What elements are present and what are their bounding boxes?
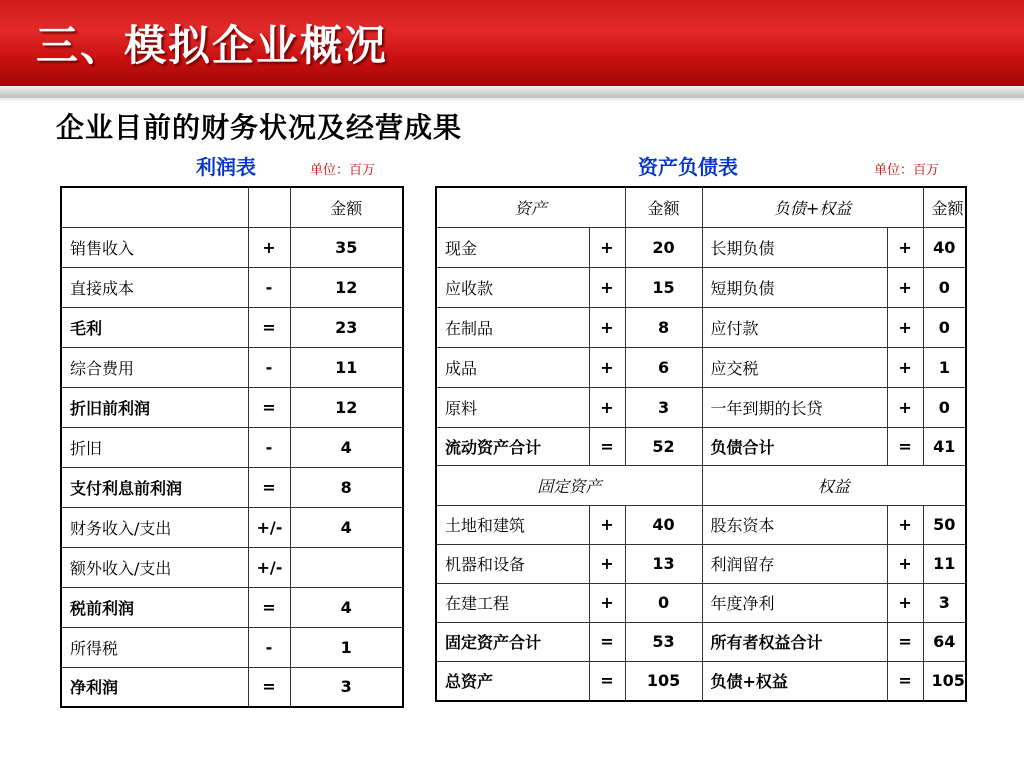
income-row [61,627,403,667]
fixed-assets-total-label: 固定资产合计 [436,622,589,661]
income-row-value: 8 [290,467,403,507]
income-row-label: 折旧 [61,427,248,467]
income-header-label [61,187,248,227]
liability-label: 年度净利 [702,583,887,622]
income-row-label: 销售收入 [61,227,248,267]
liabilities-total-value: 41 [923,427,966,465]
income-row-label: 净利润 [61,667,248,707]
income-row-value: 4 [290,427,403,467]
income-statement-table [60,186,404,708]
income-row-op: - [248,627,290,667]
liability-op: + [887,227,923,267]
income-row-value: 1 [290,627,403,667]
asset-op: + [589,505,625,544]
liabilities-equity-total-label: 负债+权益 [702,661,887,701]
liabilities-equity-total-value: 105 [923,661,966,701]
income-row [61,587,403,627]
balance-unit-label: 单位：百万 [874,163,940,178]
asset-value: 13 [625,544,702,583]
liability-value: 0 [923,387,966,427]
equity-total-label: 所有者权益合计 [702,622,887,661]
income-row-op: = [248,307,290,347]
income-row-op: + [248,227,290,267]
income-header-op [248,187,290,227]
balance-header-row [436,187,966,227]
income-row-label: 财务收入/支出 [61,507,248,547]
income-row [61,667,403,707]
fixed-assets-total-value: 53 [625,622,702,661]
balance-row [436,227,966,267]
liability-value: 0 [923,267,966,307]
asset-op: + [589,267,625,307]
income-row-op: = [248,387,290,427]
liability-value: 11 [923,544,966,583]
income-row-op: - [248,347,290,387]
current-assets-total-value: 52 [625,427,702,465]
liability-value: 1 [923,347,966,387]
asset-value: 15 [625,267,702,307]
liability-value: 50 [923,505,966,544]
balance-current-total-row [436,427,966,465]
balance-header-amount: 金额 [625,187,702,227]
income-row-label: 所得税 [61,627,248,667]
income-row-value: 3 [290,667,403,707]
equity-total-value: 64 [923,622,966,661]
liability-op: + [887,387,923,427]
income-row [61,227,403,267]
total-assets-value: 105 [625,661,702,701]
asset-label: 应收款 [436,267,589,307]
income-row [61,467,403,507]
balance-row [436,307,966,347]
income-row-label: 额外收入/支出 [61,547,248,587]
liabilities-total-op: = [887,427,923,465]
income-row-op: = [248,467,290,507]
balance-grand-total-row [436,661,966,701]
income-header-amount: 金额 [290,187,403,227]
liability-value: 3 [923,583,966,622]
income-row-value: 11 [290,347,403,387]
banner-divider-shadow [0,98,1024,102]
income-row-op: - [248,267,290,307]
income-row-op: +/- [248,507,290,547]
slide-subtitle: 企业目前的财务状况及经营成果 [56,111,463,144]
current-assets-total-op: = [589,427,625,465]
income-row-value [290,547,403,587]
asset-label: 现金 [436,227,589,267]
income-row-value: 12 [290,267,403,307]
income-row-label: 折旧前利润 [61,387,248,427]
balance-fixed-rows [436,505,966,622]
balance-fixed-total-row [436,622,966,661]
liability-op: + [887,307,923,347]
income-header-row [61,187,403,227]
asset-label: 在制品 [436,307,589,347]
liability-op: + [887,347,923,387]
total-assets-op: = [589,661,625,701]
balance-header-liabilities: 负债+权益 [702,187,923,227]
liability-label: 应交税 [702,347,887,387]
fixed-assets-total-op: = [589,622,625,661]
income-row [61,547,403,587]
balance-row [436,387,966,427]
asset-value: 20 [625,227,702,267]
liability-label: 利润留存 [702,544,887,583]
asset-op: + [589,227,625,267]
liability-label: 长期负债 [702,227,887,267]
income-row [61,387,403,427]
liability-op: + [887,583,923,622]
current-assets-total-label: 流动资产合计 [436,427,589,465]
asset-label: 成品 [436,347,589,387]
balance-row [436,544,966,583]
liability-label: 应付款 [702,307,887,347]
asset-label: 土地和建筑 [436,505,589,544]
asset-op: + [589,387,625,427]
liability-op: + [887,544,923,583]
income-row-op: = [248,587,290,627]
balance-row [436,347,966,387]
total-assets-label: 总资产 [436,661,589,701]
asset-op: + [589,347,625,387]
asset-op: + [589,544,625,583]
income-row-label: 税前利润 [61,587,248,627]
balance-sheet-table [435,186,967,702]
income-row-value: 4 [290,507,403,547]
income-row-value: 23 [290,307,403,347]
asset-op: + [589,307,625,347]
liability-label: 短期负债 [702,267,887,307]
asset-label: 在建工程 [436,583,589,622]
liability-value: 0 [923,307,966,347]
balance-section-row [436,465,966,505]
asset-op: + [589,583,625,622]
balance-row [436,505,966,544]
income-row-value: 35 [290,227,403,267]
income-statement-title: 利润表 [196,155,256,179]
asset-value: 3 [625,387,702,427]
balance-header-amount2: 金额 [923,187,966,227]
equity-section-label: 权益 [702,465,966,505]
income-row-label: 毛利 [61,307,248,347]
liabilities-total-label: 负债合计 [702,427,887,465]
balance-header-assets: 资产 [436,187,625,227]
income-row-value: 12 [290,387,403,427]
liability-value: 40 [923,227,966,267]
liabilities-equity-total-op: = [887,661,923,701]
equity-total-op: = [887,622,923,661]
fixed-assets-section-label: 固定资产 [436,465,702,505]
income-row-label: 支付利息前利润 [61,467,248,507]
balance-row [436,583,966,622]
asset-value: 6 [625,347,702,387]
liability-op: + [887,267,923,307]
income-row [61,507,403,547]
banner-divider [0,86,1024,98]
income-row-label: 直接成本 [61,267,248,307]
balance-row [436,267,966,307]
income-row-label: 综合费用 [61,347,248,387]
liability-label: 股东资本 [702,505,887,544]
income-row-op: +/- [248,547,290,587]
income-row-op: = [248,667,290,707]
asset-value: 0 [625,583,702,622]
income-row [61,267,403,307]
balance-current-rows [436,227,966,427]
asset-value: 8 [625,307,702,347]
asset-value: 40 [625,505,702,544]
liability-op: + [887,505,923,544]
slide-title: 三、模拟企业概况 [36,21,389,70]
balance-sheet-title: 资产负债表 [638,155,738,179]
income-row-op: - [248,427,290,467]
asset-label: 机器和设备 [436,544,589,583]
income-row [61,307,403,347]
income-row-value: 4 [290,587,403,627]
income-row [61,427,403,467]
asset-label: 原料 [436,387,589,427]
liability-label: 一年到期的长贷 [702,387,887,427]
income-rows [61,227,403,707]
income-row [61,347,403,387]
income-unit-label: 单位：百万 [310,163,376,178]
